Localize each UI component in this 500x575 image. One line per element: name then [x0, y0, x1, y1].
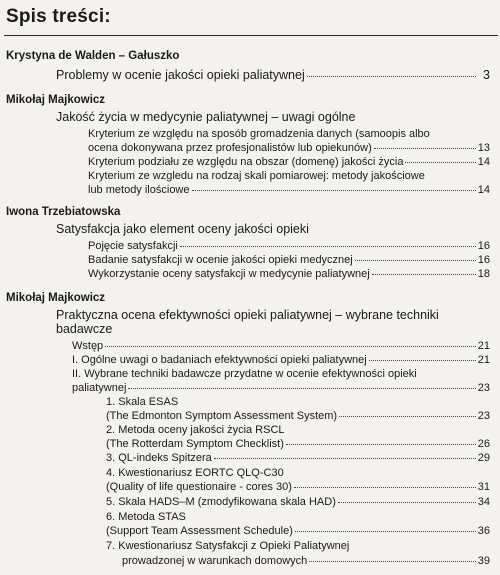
page-number: 29 — [477, 452, 490, 464]
toc-entry[interactable] — [122, 555, 490, 567]
toc-entry[interactable] — [106, 452, 490, 464]
toc-entry[interactable] — [106, 525, 490, 537]
toc-entry-label: 5. Skala HADS–M (zmodyfikowana skala HAD) — [106, 496, 336, 508]
toc-entry-label: 3. QL-indeks Spitzera — [106, 452, 212, 464]
toc-entry-line: 1. Skala ESAS — [106, 396, 179, 408]
toc-entry-label: Pojęcie satysfakcji — [88, 240, 178, 252]
toc-entry[interactable] — [88, 268, 490, 280]
page-number: 26 — [477, 438, 490, 450]
page-number: 14 — [477, 156, 490, 168]
page-number: 13 — [477, 142, 490, 154]
leader-dots — [369, 359, 476, 361]
page-title: Spis treści: — [6, 6, 111, 27]
leader-dots — [192, 189, 476, 191]
page-number: 3 — [483, 68, 490, 82]
toc-entry[interactable] — [88, 184, 490, 196]
page-number: 21 — [477, 354, 490, 366]
toc-entry-label: Kryterium podziału ze względu na obszar (domenę) jakości życia — [88, 156, 404, 168]
section-author: Krystyna de Walden – Gałuszko — [6, 50, 180, 62]
leader-dots — [180, 245, 476, 247]
toc-entry-line: II. Wybrane techniki badawcze przydatne w ocenie efektywności opieki — [72, 368, 417, 380]
leader-dots — [295, 530, 476, 532]
toc-entry-label: (The Rotterdam Symptom Checklist) — [106, 438, 284, 450]
chapter-title: Praktyczna ocena efektywności opieki paliatywnej – wybrane techniki — [56, 308, 439, 322]
section-author: Mikołaj Majkowicz — [6, 94, 106, 106]
page-number: 16 — [477, 254, 490, 266]
toc-entry-line: 7. Kwestionariusz Satysfakcji z Opieki Paliatywnej — [106, 540, 350, 552]
toc-entry-line: Kryterium ze wzgledu na rodzaj skali pomiarowej: metody jakościowe — [88, 170, 425, 182]
chapter-title: Jakość życia w medycynie paliatywnej – uwagi ogólne — [56, 110, 356, 124]
section-author: Mikołaj Majkowicz — [6, 292, 106, 304]
toc-entry-label: lub metody ilościowe — [88, 184, 190, 196]
leader-dots — [128, 387, 475, 389]
title-rule — [4, 35, 498, 36]
toc-entry[interactable] — [88, 142, 490, 154]
toc-entry-line: 6. Metoda STAS — [106, 511, 186, 523]
toc-entry[interactable] — [72, 382, 490, 394]
leader-dots — [309, 560, 475, 562]
leader-dots — [372, 273, 476, 275]
chapter-title: Satysfakcja jako element oceny jakości opieki — [56, 222, 309, 236]
leader-dots — [294, 486, 476, 488]
toc-entry-line: Kryterium ze względu na sposób gromadzenia danych (samoopis albo — [88, 128, 430, 140]
leader-dots — [339, 415, 476, 417]
page-number: 14 — [477, 184, 490, 196]
toc-entry-label: (Quality of life questionaire - cores 30) — [106, 481, 292, 493]
page-number: 23 — [477, 382, 490, 394]
page-number: 16 — [477, 240, 490, 252]
leader-dots — [338, 501, 476, 503]
toc-entry-line: 2. Metoda oceny jakości życia RSCL — [106, 424, 285, 436]
page-number: 39 — [477, 555, 490, 567]
toc-entry-label: Wstęp — [72, 340, 104, 352]
page-number: 34 — [477, 496, 490, 508]
page-number: 31 — [477, 481, 490, 493]
toc-entry-label: ocena dokonywana przez profesjonalistów lub opiekunów) — [88, 142, 372, 154]
section-author: Iwona Trzebiatowska — [6, 206, 121, 218]
toc-entry-label: Badanie satysfakcji w ocenie jakości opieki medycznej — [88, 254, 353, 266]
toc-entry[interactable] — [72, 354, 490, 366]
toc-entry[interactable] — [88, 156, 490, 168]
leader-dots — [214, 457, 476, 459]
toc-entry[interactable] — [106, 410, 490, 422]
chapter-entry[interactable] — [56, 68, 490, 82]
toc-entry-label: I. Ogólne uwagi o badaniach efektywności opieki paliatywnej — [72, 354, 367, 366]
page-number: 21 — [477, 340, 490, 352]
toc-entry[interactable] — [106, 438, 490, 450]
page-number: 36 — [477, 525, 490, 537]
leader-dots — [286, 443, 476, 445]
leader-dots — [105, 345, 476, 347]
chapter-title: badawcze — [56, 322, 113, 336]
toc-entry-label: (Support Team Assessment Schedule) — [106, 525, 293, 537]
toc-entry[interactable] — [88, 240, 490, 252]
toc-entry[interactable] — [88, 254, 490, 266]
leader-dots — [355, 259, 476, 261]
page-number: 23 — [477, 410, 490, 422]
toc-entry-line: 4. Kwestionariusz EORTC QLQ-C30 — [106, 467, 284, 479]
page-number: 18 — [477, 268, 490, 280]
toc-entry-label: Wykorzystanie oceny satysfakcji w medycynie paliatywnej — [88, 268, 370, 280]
leader-dots — [307, 75, 476, 77]
toc-entry-label: prowadzonej w warunkach domowych — [122, 555, 308, 567]
chapter-title: Problemy w ocenie jakości opieki paliatywnej — [56, 68, 305, 82]
toc-entry[interactable] — [106, 496, 490, 508]
toc-entry-label: (The Edmonton Symptom Assessment System) — [106, 410, 338, 422]
leader-dots — [405, 161, 475, 163]
toc-entry[interactable] — [72, 340, 490, 352]
toc-entry-label: paliatywnej — [72, 382, 127, 394]
leader-dots — [374, 147, 476, 149]
toc-entry[interactable] — [106, 481, 490, 493]
